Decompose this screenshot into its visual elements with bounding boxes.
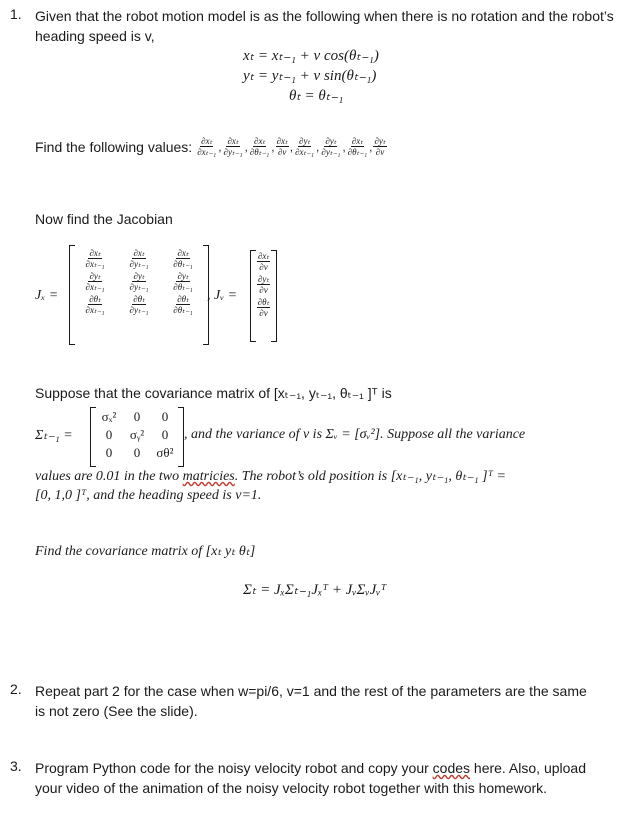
jv-cell-2: [252, 297, 275, 318]
comma: ,: [244, 139, 248, 154]
derivative-list: [195, 136, 387, 157]
q3-text-b: here. Also, upload your video of the animation of the noisy velocity robot together with this homework.: [35, 760, 586, 796]
derivative-0: [196, 136, 217, 157]
jv-cell-0-numerator: ∂xₜ: [257, 251, 270, 261]
derivative-1-denominator: ∂yₜ₋₁: [223, 147, 243, 157]
jx-cell-1-1-denominator: ∂yₜ₋₁: [129, 282, 149, 292]
jv-cell-0: [252, 251, 275, 272]
comma: ,: [369, 139, 373, 154]
derivative-5-numerator: ∂yₜ: [325, 136, 337, 146]
jv-cell-0-denominator: ∂v: [259, 262, 268, 272]
sigma-cell-2-2: σθ²: [156, 445, 174, 460]
derivative-6-numerator: ∂xₜ: [351, 136, 363, 146]
jx-cell-0-1-denominator: ∂yₜ₋₁: [129, 259, 149, 269]
jv-cell-2-denominator: ∂v: [259, 308, 268, 318]
jx-cell-2-1: [121, 294, 157, 315]
find-covariance: Find the covariance matrix of [xₜ yₜ θₜ]: [35, 544, 256, 559]
derivative-4: [294, 136, 315, 157]
q3-codes-word: codes: [432, 760, 471, 776]
derivative-0-denominator: ∂xₜ₋₁: [197, 147, 217, 157]
sigma-cell-0-1: 0: [133, 409, 141, 424]
jx-cell-2-1-denominator: ∂yₜ₋₁: [129, 305, 149, 315]
jx-cell-0-1: [121, 248, 157, 269]
derivative-3-denominator: ∂v: [277, 147, 287, 157]
jx-cell-0-2-denominator: ∂θₜ₋₁: [173, 259, 193, 269]
jv-matrix: [250, 250, 277, 342]
misspelled-word: matricies: [182, 469, 235, 484]
sigma-cell-0-2: 0: [161, 409, 169, 424]
derivative-3: [276, 136, 289, 157]
jx-cell-1-0-denominator: ∂xₜ₋₁: [85, 282, 105, 292]
jx-cell-0-0-denominator: ∂xₜ₋₁: [85, 259, 105, 269]
jv-label: , Jᵥ =: [207, 288, 238, 303]
comma: ,: [316, 139, 320, 154]
jv-cell-1-numerator: ∂yₜ: [257, 274, 270, 284]
sigma-cell-1-2: 0: [161, 427, 169, 442]
jx-cell-2-2-denominator: ∂θₜ₋₁: [173, 305, 193, 315]
sigma-label: Σₜ₋₁ =: [35, 428, 73, 443]
motion-eq-x: xₜ = xₜ₋₁ + v cos(θₜ₋₁): [243, 48, 379, 64]
derivative-1-numerator: ∂xₜ: [227, 136, 239, 146]
jx-cell-2-0-denominator: ∂xₜ₋₁: [85, 305, 105, 315]
q1-intro: Given that the robot motion model is as the following when there is no rotation and the robot’s heading speed is v,: [35, 8, 614, 44]
derivative-6: [347, 136, 368, 157]
derivative-2-numerator: ∂xₜ: [254, 136, 266, 146]
sigma-cell-2-1: 0: [133, 445, 141, 460]
values-text-b: . The robot’s old position is [xₜ₋₁, yₜ₋₁, θₜ₋₁ ]ᵀ =: [234, 469, 506, 484]
q2-text: Repeat part 2 for the case when w=pi/6, v=1 and the rest of the parameters are the same is not zero (See the slide).: [35, 683, 587, 719]
sigma-matrix: [90, 407, 184, 467]
jx-cell-0-1-numerator: ∂xₜ: [133, 248, 145, 258]
jx-cell-2-2-numerator: ∂θₜ: [177, 294, 189, 304]
derivative-7: [373, 136, 386, 157]
derivative-7-numerator: ∂yₜ: [374, 136, 386, 146]
derivative-1: [223, 136, 244, 157]
jx-cell-1-0-numerator: ∂yₜ: [89, 271, 101, 281]
sigma-cell-0-0: σₓ²: [101, 409, 117, 424]
cov-intro: Suppose that the covariance matrix of [xₜ₋₁, yₜ₋₁, θₜ₋₁ ]ᵀ is: [35, 385, 392, 401]
jx-cell-1-2-denominator: ∂θₜ₋₁: [173, 282, 193, 292]
jx-cell-0-2-numerator: ∂xₜ: [177, 248, 189, 258]
derivative-0-numerator: ∂xₜ: [201, 136, 213, 146]
q3-number: 3.: [10, 758, 22, 774]
comma: ,: [342, 139, 346, 154]
jx-matrix: [69, 245, 209, 345]
jx-cell-1-0: [77, 271, 113, 292]
find-values-label: Find the following values:: [35, 138, 193, 155]
q3-text: [35, 758, 610, 798]
jx-cell-2-1-numerator: ∂θₜ: [133, 294, 145, 304]
derivative-7-denominator: ∂v: [375, 147, 385, 157]
motion-eq-y: yₜ = yₜ₋₁ + v sin(θₜ₋₁): [243, 68, 377, 84]
q2-number: 2.: [10, 681, 22, 697]
jv-cell-2-numerator: ∂θₜ: [257, 297, 270, 307]
jv-cell-1: [252, 274, 275, 295]
jx-cell-1-2-numerator: ∂yₜ: [177, 271, 189, 281]
q1-number: 1.: [10, 6, 22, 22]
derivative-5-denominator: ∂yₜ₋₁: [321, 147, 341, 157]
final-equation: Σₜ = JₓΣₜ₋₁Jₓᵀ + JᵥΣᵥJᵥᵀ: [243, 582, 387, 598]
derivative-4-numerator: ∂yₜ: [299, 136, 311, 146]
jv-cell-1-denominator: ∂v: [259, 285, 268, 295]
comma: ,: [218, 139, 222, 154]
values-line-2: [0, 1,0 ]ᵀ, and the heading speed is v=1.: [35, 488, 262, 503]
jx-cell-2-0-numerator: ∂θₜ: [89, 294, 101, 304]
jx-cell-1-2: [165, 271, 201, 292]
jx-cell-1-1-numerator: ∂yₜ: [133, 271, 145, 281]
values-text-a: values are 0.01 in the two: [35, 469, 183, 484]
comma: ,: [289, 139, 294, 154]
find-values-line: [35, 136, 388, 157]
sigma-after: , and the variance of v is Σᵥ = [σᵥ²]. Suppose all the variance: [184, 427, 526, 442]
comma: ,: [271, 139, 275, 154]
jx-cell-0-0-numerator: ∂xₜ: [89, 248, 101, 258]
sigma-cell-1-1: σᵧ²: [129, 427, 145, 442]
jx-cell-0-0: [77, 248, 113, 269]
jacobian-label: Now find the Jacobian: [35, 211, 173, 227]
derivative-4-denominator: ∂xₜ₋₁: [295, 147, 315, 157]
motion-eq-theta: θₜ = θₜ₋₁: [289, 88, 344, 104]
jx-cell-0-2: [165, 248, 201, 269]
jx-cell-2-2: [165, 294, 201, 315]
derivative-3-numerator: ∂xₜ: [276, 136, 288, 146]
derivative-2-denominator: ∂θₜ₋₁: [249, 147, 270, 157]
derivative-2: [249, 136, 270, 157]
values-line-1: [35, 468, 506, 485]
jx-cell-2-0: [77, 294, 113, 315]
sigma-cell-2-0: 0: [105, 445, 113, 460]
q3-text-a: Program Python code for the noisy velocity robot and copy your: [35, 760, 433, 776]
sigma-cell-1-0: 0: [105, 427, 113, 442]
derivative-5: [320, 136, 341, 157]
derivative-6-denominator: ∂θₜ₋₁: [347, 147, 368, 157]
jx-label: Jₓ =: [35, 288, 59, 303]
jx-cell-1-1: [121, 271, 157, 292]
